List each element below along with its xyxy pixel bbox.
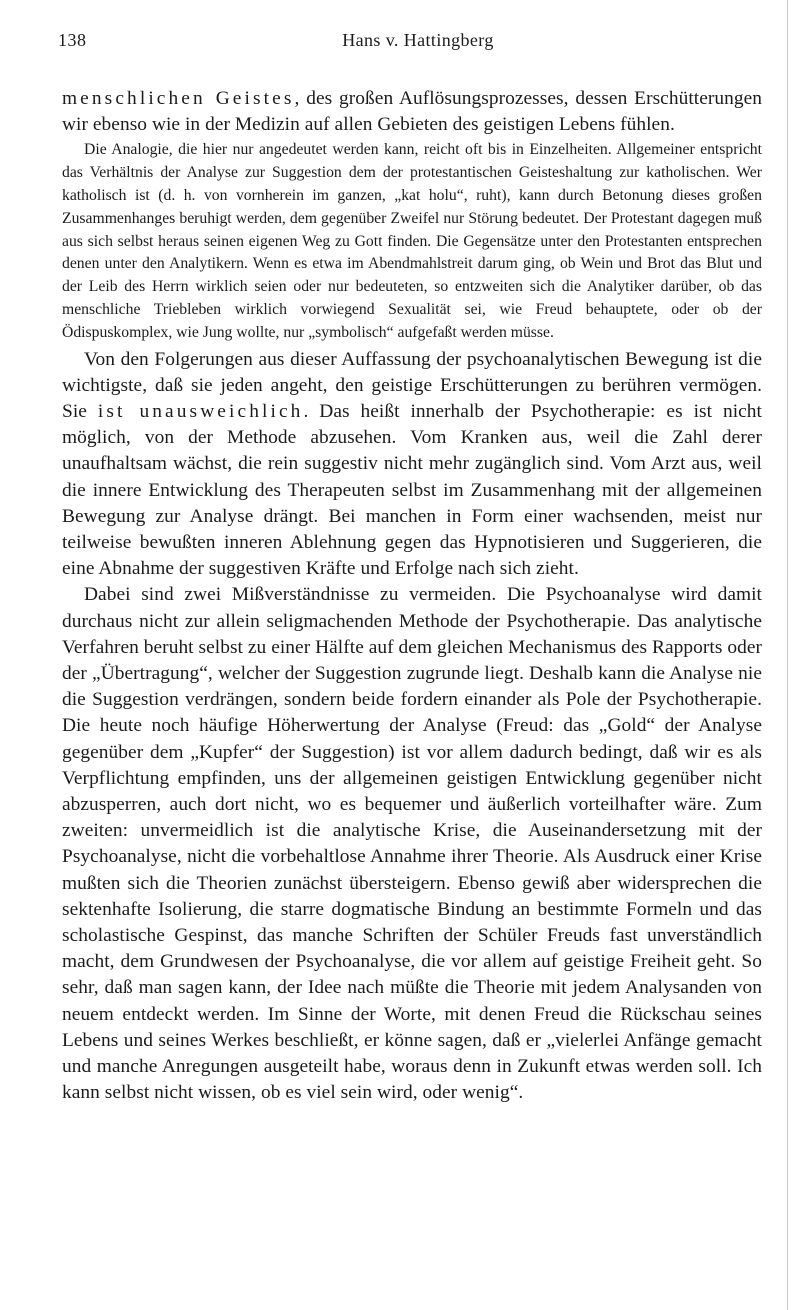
paragraph-continuation	[62, 86, 762, 138]
paragraph-text: Von den Folgerungen aus dieser Auffassung der psychoanalytischen Bewegung ist die wichtigste, daß sie jeden angeht, den geistige Erschütterungen zu berühren vermögen. Sie	[62, 348, 762, 422]
running-head: Hans v. Hattingberg	[342, 30, 494, 50]
small-print-note: Die Analogie, die hier nur angedeutet werden kann, reicht oft bis in Einzelheiten. Allgemeiner entspricht das Verhältnis der Analyse zur Suggestion dem der protestantischen Geisteshaltung zur katholischen. Wer katholisch ist (d. h. von vornherein im ganzen, „kat holu“, ruht), kann durch Betonung dieses großen Zusammenhanges beruhigt werden, dem gegenüber Zweifel nur Störung bedeutet. Der Protestant dagegen muß aus sich selbst heraus seinen eigenen Weg zu Gott finden. Die Gegensätze unter den Protestanten entsprechen denen unter den Analytikern. Wenn es etwa im Abendmahlstreit darum ging, ob Wein und Brot das Blut und der Leib des Herrn wirklich seien oder nur bedeuteten, so entzweiten sich die Analytiker darüber, ob das menschliche Triebleben wirklich vorwiegend Sexualität sei, wie Freud behauptete, oder ob der Ödispuskomplex, wie Jung wollte, nur „symbolisch“ aufgefaßt werden müsse.	[62, 141, 762, 341]
paragraph-misunderstandings: Dabei sind zwei Mißverständnisse zu vermeiden. Die Psychoanalyse wird damit durchaus nicht zur allein seligmachenden Methode der Psychotherapie. Das analytische Verfahren beruht selbst zu einer Hälfte auf dem gleichen Mechanismus des Rapports oder der „Übertragung“, welcher der Suggestion zugrunde liegt. Deshalb kann die Analyse nie die Suggestion verdrängen, sondern beide fordern einander als Pole der Psychotherapie. Die heute noch häufige Höherwertung der Analyse (Freud: das „Gold“ der Analyse gegenüber dem „Kupfer“ der Suggestion) ist vor allem dadurch bedingt, daß wir es als Verpflichtung empfinden, uns der allgemeinen geistigen Entwicklung gegenüber nicht abzusperren, auch dort nicht, wo es bequemer und äußerlich vorteilhafter wäre. Zum zweiten: unvermeidlich ist die analytische Krise, die Auseinandersetzung mit der Psychoanalyse, nicht die vorbehaltlose Annahme ihrer Theorie. Als Ausdruck einer Krise mußten sich die Theorien zunächst übersteigern. Ebenso gewiß aber widersprechen die sektenhafte Isolierung, die starre dogmatische Bindung an bestimmte Formeln und das scholastische Gespinst, das manche Schriften der Schüler Freuds fast unverständlich macht, dem Grundwesen der Psychoanalyse, die vor allem auf geistige Freiheit geht. So sehr, daß man sagen kann, der Idee nach müßte die Theorie mit jedem Analysanden von neuem entdeckt werden. Im Sinne der Worte, mit denen Freud die Rückschau seines Lebens und seines Werkes beschließt, er könne sagen, daß er „vielerlei Anfänge gemacht und manche Anregungen ausgeteilt habe, woraus denn in Zukunft etwas werden soll. Ich kann selbst nicht wissen, ob es viel sein wird, oder wenig“.	[62, 584, 762, 1104]
paragraph-text: , des großen Auflösungsprozesses, dessen Erschütterungen wir ebenso wie in der Medizin auf allen Gebieten des geistigen Lebens fühlen.	[62, 88, 762, 136]
body-text	[62, 86, 762, 1106]
page-edge-line	[787, 0, 788, 1310]
paragraph-consequences	[62, 347, 762, 583]
paragraph-text: . Das heißt innerhalb der Psychotherapie: es ist nicht möglich, von der Methode abzusehen. Vom Kranken aus, weil die Zahl derer unaufhaltsam wächst, die rein suggestiv nicht mehr zugänglich sind. Vom Arzt aus, weil die innere Entwicklung des Therapeuten selbst im Zusammenhang mit der allgemeinen Bewegung zur Analyse drängt. Bei manchen in Form einer wachsenden, meist nur teilweise bewußten inneren Ablehnung gegen das Hypnotisieren und Suggerieren, die eine Abnahme der suggestiven Kräfte und Erfolge nach sich zieht.	[62, 400, 762, 580]
page-header	[58, 30, 778, 54]
spaced-phrase: menschlichen Geistes	[62, 88, 295, 109]
spaced-phrase: ist unausweichlich	[97, 400, 304, 422]
page-number: 138	[58, 30, 87, 50]
